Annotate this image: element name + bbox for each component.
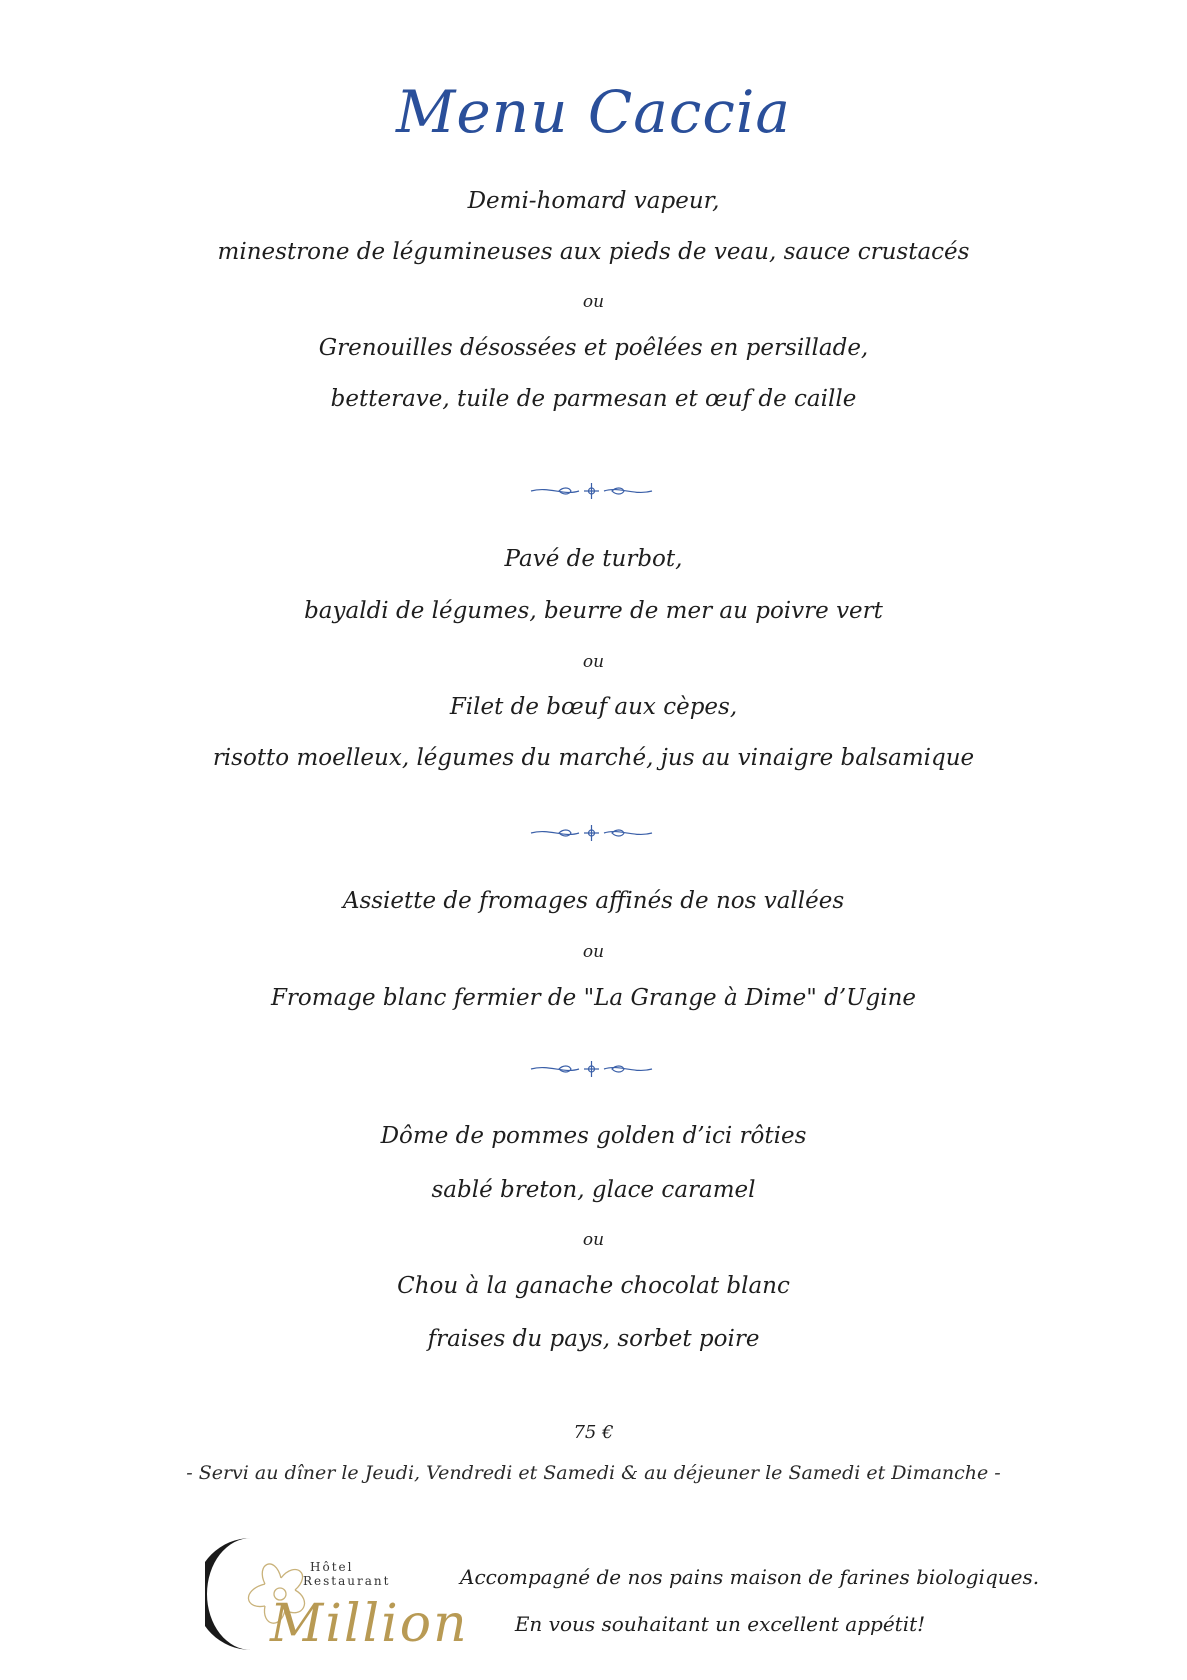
course-4-line-4: fraises du pays, sorbet poire <box>427 1326 760 1352</box>
course-3-line-1: Assiette de fromages affinés de nos vallées <box>342 888 845 914</box>
course-2-line-3: Filet de bœuf aux cèpes, <box>449 694 738 720</box>
hotel-logo <box>205 1534 470 1654</box>
logo-hotel-text: Hôtel <box>310 1560 354 1574</box>
flourish-divider-icon <box>529 1058 654 1080</box>
course-2-ou: ou <box>582 652 605 672</box>
bread-note: Accompagné de nos pains maison de farines biologiques. <box>460 1565 1040 1589</box>
course-3-ou: ou <box>582 942 605 962</box>
course-2-line-4: risotto moelleux, légumes du marché, jus au vinaigre balsamique <box>212 745 975 771</box>
course-4-line-3: Chou à la ganache chocolat blanc <box>397 1273 790 1299</box>
logo-restaurant-text: Restaurant <box>303 1574 391 1588</box>
course-4-line-1: Dôme de pommes golden d’ici rôties <box>380 1123 807 1149</box>
course-2-line-1: Pavé de turbot, <box>504 546 683 572</box>
course-1-ou: ou <box>582 292 605 312</box>
flourish-divider-icon <box>529 822 654 844</box>
menu-price: 75 € <box>573 1422 614 1443</box>
course-3-line-2: Fromage blanc fermier de "La Grange à Dime" d’Ugine <box>270 985 917 1011</box>
course-1-line-2: minestrone de légumineuses aux pieds de veau, sauce crustacés <box>217 239 970 265</box>
course-1-line-1: Demi-homard vapeur, <box>467 188 720 214</box>
logo-name: Million <box>270 1594 469 1654</box>
course-2-line-2: bayaldi de légumes, beurre de mer au poivre vert <box>304 598 883 624</box>
flourish-divider-icon <box>529 480 654 502</box>
course-1-line-4: betterave, tuile de parmesan et œuf de caille <box>330 386 857 412</box>
appetit-wish: En vous souhaitant un excellent appétit! <box>514 1612 926 1636</box>
course-1-line-3: Grenouilles désossées et poêlées en persillade, <box>318 335 869 361</box>
service-times: - Servi au dîner le Jeudi, Vendredi et Samedi & au déjeuner le Samedi et Dimanche - <box>186 1462 1001 1484</box>
course-4-ou: ou <box>582 1230 605 1250</box>
menu-title: Menu Caccia <box>396 78 791 146</box>
course-4-line-2: sablé breton, glace caramel <box>431 1177 756 1203</box>
